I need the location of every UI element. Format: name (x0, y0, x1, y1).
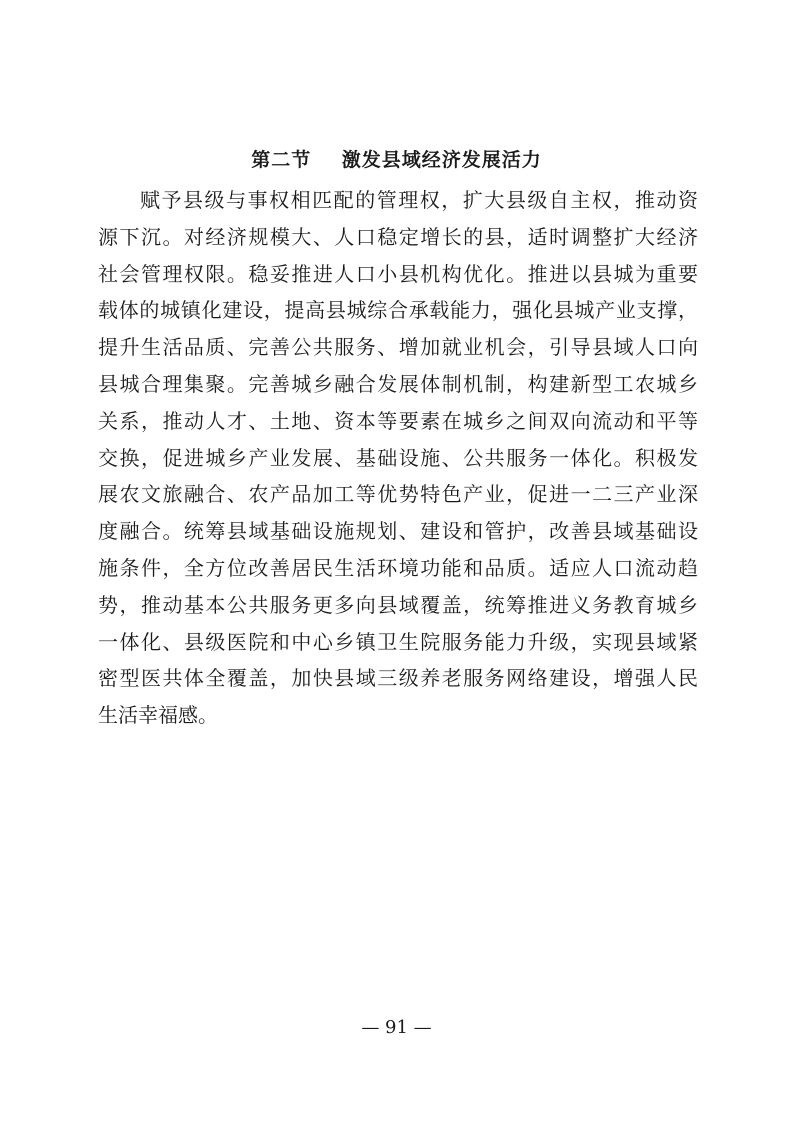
page-number: — 91 — (361, 1017, 432, 1038)
paragraph-line: 密型医共体全覆盖，加快县域三级养老服务网络建设，增强人民 (98, 666, 698, 691)
section-title: 第二节 激发县域经济发展活力 (251, 149, 542, 171)
paragraph-line: 社会管理权限。稳妥推进人口小县机构优化。推进以县城为重要 (98, 261, 698, 286)
paragraph-line: 提升生活品质、完善公共服务、增加就业机会，引导县域人口向 (98, 335, 698, 360)
paragraph-line: 一体化、县级医院和中心乡镇卫生院服务能力升级，实现县域紧 (98, 629, 698, 654)
paragraph-line: 交换，促进城乡产业发展、基础设施、公共服务一体化。积极发 (98, 445, 698, 470)
paragraph-line: 关系，推动人才、土地、资本等要素在城乡之间双向流动和平等 (98, 408, 698, 433)
paragraph-line: 势，推动基本公共服务更多向县域覆盖，统筹推进义务教育城乡 (98, 592, 698, 617)
paragraph-line: 生活幸福感。 (98, 703, 218, 728)
paragraph-line: 施条件，全方位改善居民生活环境功能和品质。适应人口流动趋 (98, 555, 698, 580)
paragraph-line: 载体的城镇化建设，提高县城综合承载能力，强化县城产业支撑， (98, 298, 698, 323)
body-paragraph (98, 182, 698, 734)
paragraph-line: 源下沉。对经济规模大、人口稳定增长的县，适时调整扩大经济 (98, 224, 698, 249)
paragraph-line: 县城合理集聚。完善城乡融合发展体制机制，构建新型工农城乡 (98, 371, 698, 396)
paragraph-line: 度融合。统筹县域基础设施规划、建设和管护，改善县域基础设 (98, 519, 698, 544)
paragraph-line: 展农文旅融合、农产品加工等优势特色产业，促进一二三产业深 (98, 482, 698, 507)
paragraph-line: 赋予县级与事权相匹配的管理权，扩大县级自主权，推动资 (140, 188, 698, 212)
